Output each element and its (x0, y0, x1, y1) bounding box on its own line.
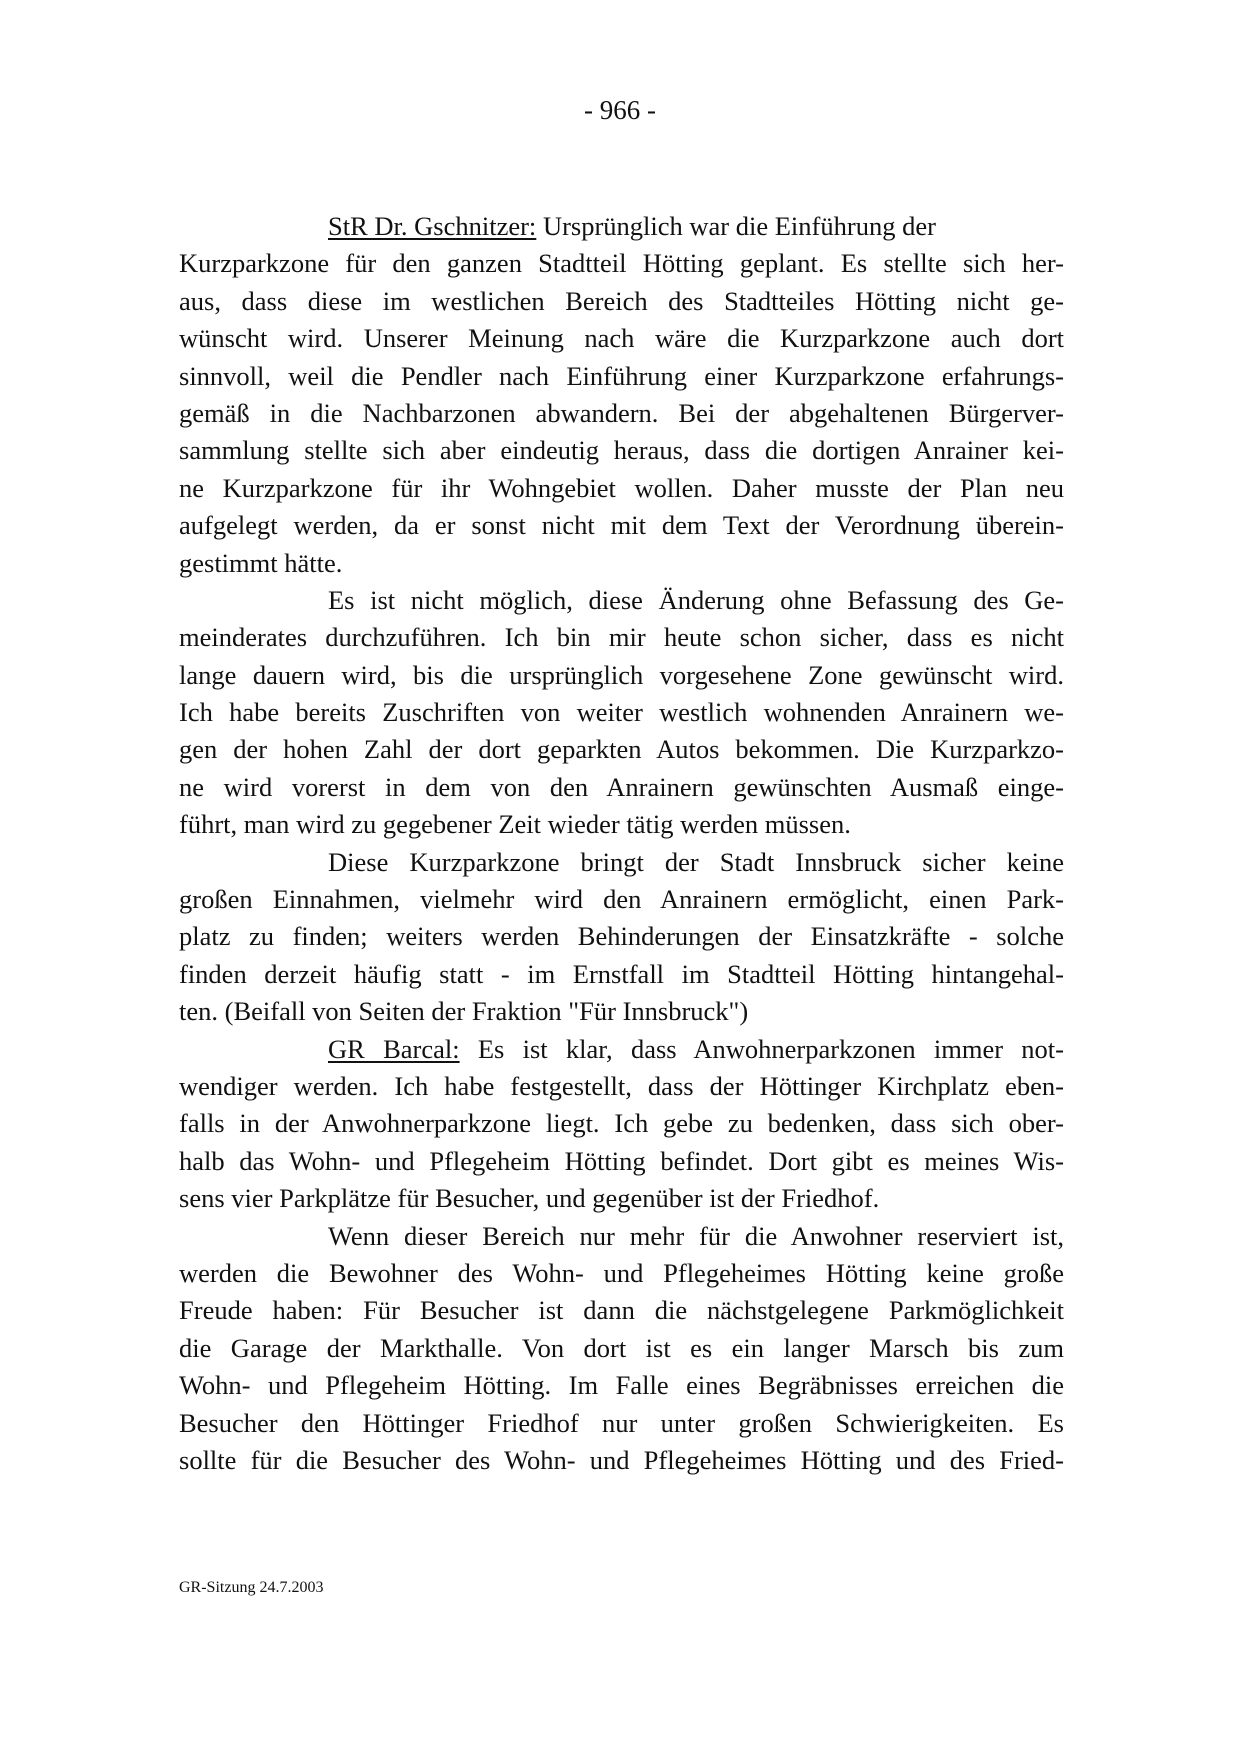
text-line: finden derzeit häufig statt - im Ernstfall im Stadtteil Hötting hintangehal- (179, 958, 1064, 989)
document-body (179, 208, 1064, 1479)
text-line: gemäß in die Nachbarzonen abwandern. Bei der abgehaltenen Bürgerver- (179, 397, 1064, 428)
text-line: platz zu finden; weiters werden Behinderungen der Einsatzkräfte - solche (179, 921, 1064, 952)
text-line: Wohn- und Pflegeheim Hötting. Im Falle eines Begräbnisses erreichen die (179, 1370, 1064, 1401)
text-line: werden die Bewohner des Wohn- und Pflegeheimes Hötting keine große (179, 1257, 1064, 1288)
text-line: Diese Kurzparkzone bringt der Stadt Innsbruck sicher keine (328, 846, 1064, 877)
text-line: Kurzparkzone für den ganzen Stadtteil Hötting geplant. Es stellte sich her- (179, 248, 1064, 279)
text-line: Ich habe bereits Zuschriften von weiter westlich wohnenden Anrainern we- (179, 697, 1064, 728)
speaker-name: GR Barcal: (328, 1033, 460, 1064)
text-line: gestimmt hätte. (179, 547, 343, 578)
text-line: Wenn dieser Bereich nur mehr für die Anwohner reserviert ist, (328, 1220, 1064, 1251)
text-line: sens vier Parkplätze für Besucher, und gegenüber ist der Friedhof. (179, 1183, 880, 1214)
page-number: - 966 - (584, 95, 656, 125)
paragraph-gschnitzer (179, 208, 1064, 582)
text-line: gen der hohen Zahl der dort geparkten Autos bekommen. Die Kurzparkzo- (179, 734, 1064, 765)
text-line: führt, man wird zu gegebener Zeit wieder tätig werden müssen. (179, 809, 851, 840)
paragraph-barcal (179, 1031, 1064, 1218)
text-line: falls in der Anwohnerparkzone liegt. Ich gebe zu bedenken, dass sich ober- (179, 1108, 1064, 1139)
text-line: wendiger werden. Ich habe festgestellt, dass der Höttinger Kirchplatz eben- (179, 1070, 1064, 1101)
text-line: halb das Wohn- und Pflegeheim Hötting befindet. Dort gibt es meines Wis- (179, 1145, 1064, 1176)
text-line: sinnvoll, weil die Pendler nach Einführung einer Kurzparkzone erfahrungs- (179, 360, 1064, 391)
paragraph (179, 844, 1064, 1031)
paragraph (179, 582, 1064, 844)
text-line: wünscht wird. Unserer Meinung nach wäre die Kurzparkzone auch dort (179, 323, 1064, 354)
text-line: aus, dass diese im westlichen Bereich des Stadtteiles Hötting nicht ge- (179, 285, 1064, 316)
paragraph (179, 1218, 1064, 1480)
text-line: großen Einnahmen, vielmehr wird den Anrainern ermöglicht, einen Park- (179, 884, 1064, 915)
text-line: aufgelegt werden, da er sonst nicht mit dem Text der Verordnung überein- (179, 510, 1064, 541)
footer-session-date: GR-Sitzung 24.7.2003 (179, 1579, 324, 1596)
speaker-name: StR Dr. Gschnitzer: (328, 211, 537, 241)
text-line: sammlung stellte sich aber eindeutig heraus, dass die dortigen Anrainer kei- (179, 435, 1064, 466)
text-line: lange dauern wird, bis die ursprünglich vorgesehene Zone gewünscht wird. (179, 659, 1064, 690)
text-line: ne wird vorerst in dem von den Anrainern gewünschten Ausmaß einge- (179, 771, 1064, 802)
text-line: StR Dr. Gschnitzer: Ursprünglich war die Einführung der (328, 211, 936, 241)
text-line: ne Kurzparkzone für ihr Wohngebiet wollen. Daher musste der Plan neu (179, 472, 1064, 503)
text-line: sollte für die Besucher des Wohn- und Pflegeheimes Hötting und des Fried- (179, 1444, 1064, 1475)
text-line: die Garage der Markthalle. Von dort ist es ein langer Marsch bis zum (179, 1332, 1064, 1363)
text-line: ten. (Beifall von Seiten der Fraktion "Für Innsbruck") (179, 996, 749, 1027)
text-line: meinderates durchzuführen. Ich bin mir heute schon sicher, dass es nicht (179, 622, 1064, 653)
text-line: Es ist nicht möglich, diese Änderung ohne Befassung des Ge- (328, 584, 1064, 615)
text-line: Besucher den Höttinger Friedhof nur unter großen Schwierigkeiten. Es (179, 1407, 1064, 1438)
text-line: Freude haben: Für Besucher ist dann die nächstgelegene Parkmöglichkeit (179, 1295, 1064, 1326)
text-line: GR Barcal: Es ist klar, dass Anwohnerparkzonen immer not- (328, 1033, 1064, 1064)
